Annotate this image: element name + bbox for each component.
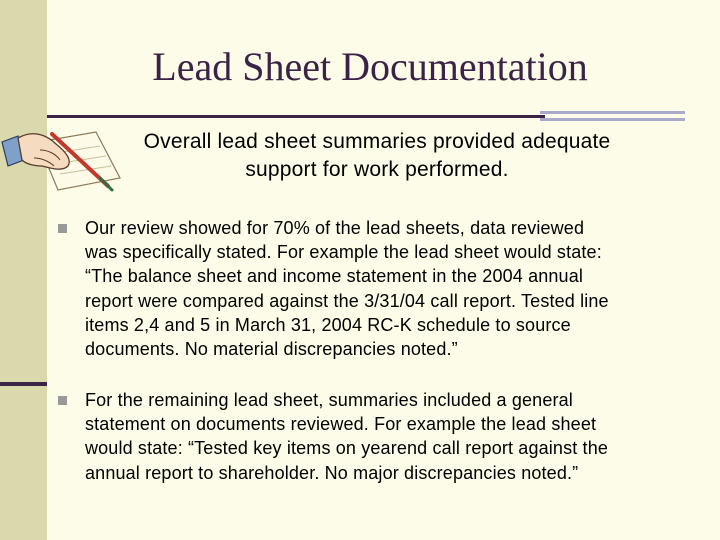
bullet-square-icon [58,396,67,405]
bullet-text: Our review showed for 70% of the lead sheets, data reviewed was specifically stated. For example the lead sheet would state: “The balance sheet and income statement in the 2004 annual report were compared against the 3/31/04 call report. Tested line items 2,4 and 5 in March 31, 2004 RC-K schedule to source documents. No material discrepancies noted.” [85,218,609,360]
slide-subtitle: Overall lead sheet summaries provided adequate support for work performed. [143,130,611,181]
bullet-square-icon [58,224,67,233]
sidebar-band [0,0,47,540]
title-rule-accent-bottom [540,118,685,121]
sidebar-divider [0,382,47,386]
title-rule [47,115,545,118]
slide-title: Lead Sheet Documentation [152,44,588,89]
bullet-text: For the remaining lead sheet, summaries included a general statement on documents reviewed. For example the lead sheet would state: “Tested key items on yearend call report against the annual report to shareholder. No major discrepancies noted.” [85,390,609,483]
title-rule-accent-top [540,111,685,114]
